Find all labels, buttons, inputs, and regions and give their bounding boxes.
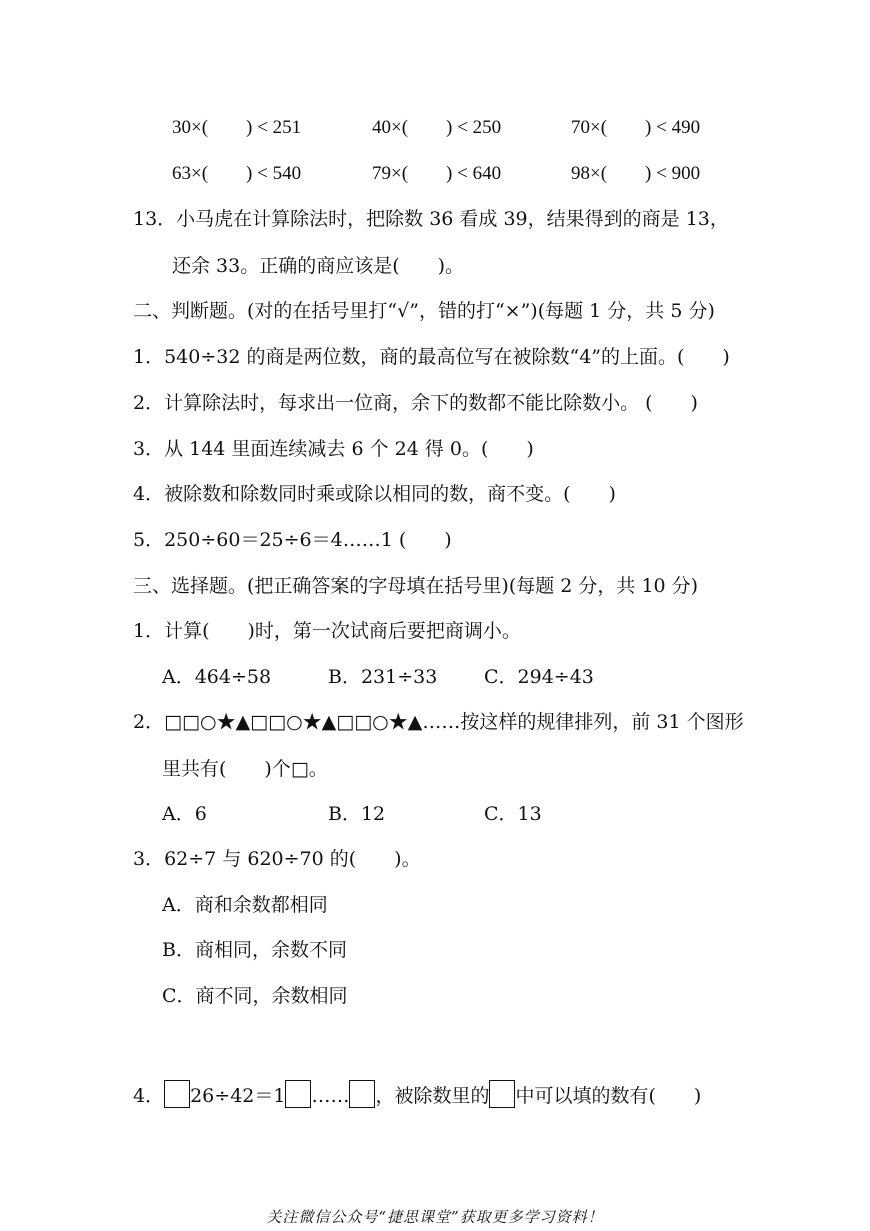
- question-4-ellipsis: ……: [311, 1085, 350, 1107]
- blank-box: [164, 1080, 190, 1108]
- judge-item-2: 2．计算除法时，每求出一位商，余下的数都不能比除数小。 ( ): [133, 392, 698, 414]
- question-4-text: ，被除数里的: [375, 1085, 490, 1107]
- inequality-3: 70×( ) < 490: [571, 117, 701, 138]
- judge-item-1: 1．540÷32 的商是两位数，商的最高位写在被除数“4”的上面。( ): [133, 346, 730, 368]
- choice-question-3: 3．62÷7 与 620÷70 的( )。: [133, 848, 421, 870]
- choice-q1-option-a: A．464÷58: [162, 666, 272, 688]
- inequality-1: 30×( ) < 251: [172, 117, 302, 138]
- inequality-6: 98×( ) < 900: [571, 163, 701, 184]
- question-13-line1: 13．小马虎在计算除法时，把除数 36 看成 39，结果得到的商是 13，: [133, 208, 729, 230]
- inequality-5: 79×( ) < 640: [372, 163, 502, 184]
- choice-q3-option-a: A．商和余数都相同: [162, 894, 328, 916]
- question-13-line2: 还余 33。正确的商应该是( )。: [172, 255, 465, 277]
- choice-q2-option-c: C．13: [484, 803, 542, 825]
- question-4-tail: 中可以填的数有( ): [515, 1085, 702, 1107]
- question-4-number: 4．: [133, 1085, 165, 1107]
- choice-question-2-line1: 2．□□○★▲□□○★▲□□○★▲……按这样的规律排列，前 31 个图形: [133, 711, 744, 733]
- footer-note: 关注微信公众号“捷思课堂”获取更多学习资料！: [266, 1208, 604, 1226]
- blank-box: [489, 1080, 515, 1108]
- choice-q2-option-a: A．6: [162, 803, 207, 825]
- choice-q1-option-b: B．231÷33: [328, 666, 438, 688]
- choice-question-1: 1．计算( )时，第一次试商后要把商调小。: [133, 620, 521, 642]
- choice-question-4: [133, 1080, 701, 1108]
- judge-item-5: 5．250÷60＝25÷6＝4……1 ( ): [133, 529, 452, 551]
- question-4-equation: 26÷42＝1: [190, 1085, 286, 1107]
- choice-q3-option-b: B．商相同，余数不同: [162, 939, 347, 961]
- blank-box: [349, 1080, 375, 1108]
- inequality-4: 63×( ) < 540: [172, 163, 302, 184]
- inequality-2: 40×( ) < 250: [372, 117, 502, 138]
- judge-item-3: 3．从 144 里面连续减去 6 个 24 得 0。( ): [133, 438, 534, 460]
- judge-item-4: 4．被除数和除数同时乘或除以相同的数，商不变。( ): [133, 483, 616, 505]
- choice-q2-option-b: B．12: [328, 803, 386, 825]
- blank-box: [285, 1080, 311, 1108]
- choice-q3-option-c: C．商不同，余数相同: [162, 985, 348, 1007]
- section-2-title: 二、判断题。(对的在括号里打“√”，错的打“×”)(每题 1 分，共 5 分): [133, 300, 715, 322]
- section-3-title: 三、选择题。(把正确答案的字母填在括号里)(每题 2 分，共 10 分): [133, 575, 699, 597]
- choice-q1-option-c: C．294÷43: [484, 666, 594, 688]
- choice-question-2-line2: 里共有( )个□。: [162, 758, 328, 780]
